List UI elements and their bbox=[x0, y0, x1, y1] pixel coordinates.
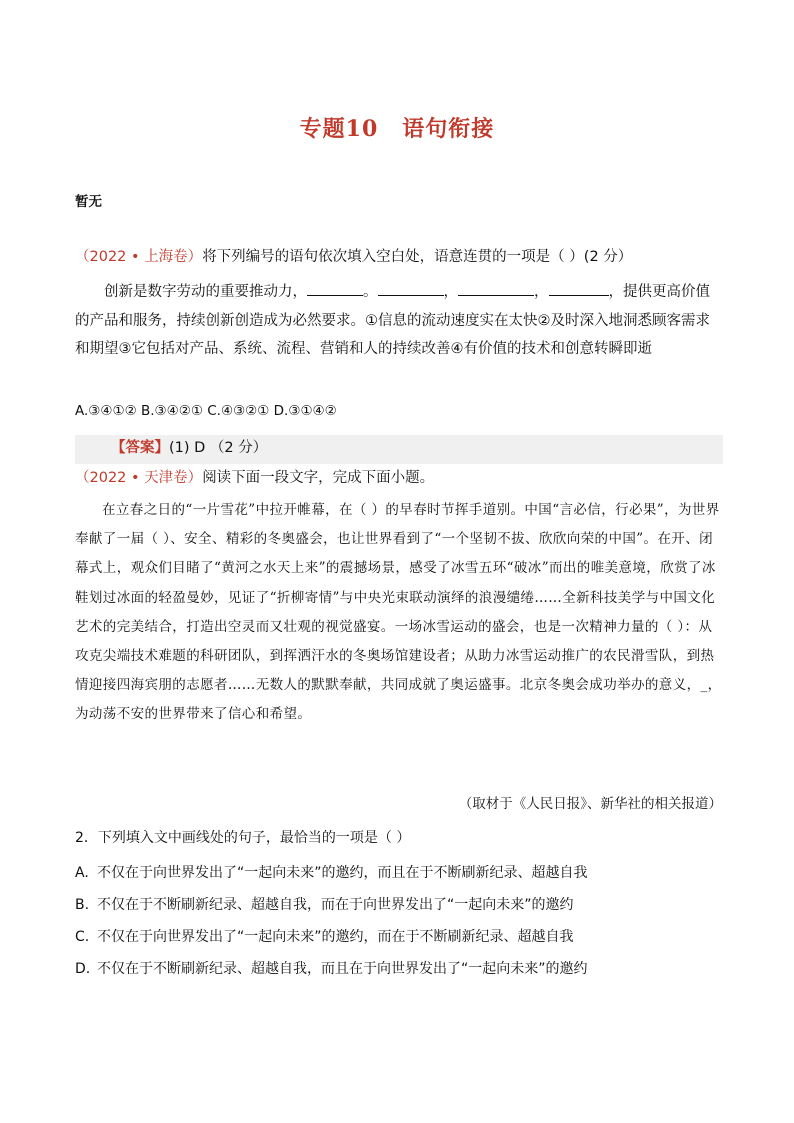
option-a-text: 不仅在于向世界发出了“一起向未来”的邀约，而且在于不断刷新纪录、超越自我 bbox=[97, 865, 588, 881]
question-1-body-sep-1: ， bbox=[443, 284, 458, 300]
question-1-header bbox=[75, 245, 632, 266]
question-2-subquestion: 2．下列填入文中画线处的句子，最恰当的一项是（ ） bbox=[75, 830, 411, 846]
answer-tag: 【答案】 bbox=[111, 440, 169, 456]
question-2-prompt: 阅读下面一段文字，完成下面小题。 bbox=[202, 470, 435, 486]
question-1-body-mid: 。 bbox=[363, 284, 378, 300]
answer-line bbox=[111, 436, 267, 457]
fill-blank-3 bbox=[458, 280, 534, 296]
passage-credit: （取材于《人民日报》、新华社的相关报道） bbox=[458, 796, 722, 812]
question-1-body-sep-2: ， bbox=[534, 284, 549, 300]
option-a-letter: A. bbox=[75, 865, 89, 881]
option-d[interactable] bbox=[75, 958, 588, 978]
question-1-source: （2022 • 上海卷） bbox=[75, 249, 203, 265]
fill-blank-2 bbox=[378, 280, 444, 296]
option-b-text: 不仅在于不断刷新纪录、超越自我，而在于向世界发出了“一起向未来”的邀约 bbox=[97, 897, 574, 913]
option-c-letter: C. bbox=[75, 929, 90, 945]
option-c-text: 不仅在于向世界发出了“一起向未来”的邀约，而在于不断刷新纪录、超越自我 bbox=[97, 929, 574, 945]
question-1-options: A.③④①② B.③④②① C.④③②① D.③①④② bbox=[75, 403, 337, 419]
fill-blank-4 bbox=[549, 280, 609, 296]
option-b-letter: B. bbox=[75, 897, 90, 913]
title-topic-number: 专题10 bbox=[299, 116, 379, 142]
question-1-prompt: 将下列编号的语句依次填入空白处，语意连贯的一项是（ ）(2 分） bbox=[202, 249, 633, 265]
option-d-letter: D. bbox=[75, 961, 91, 977]
answer-value: (1) D （2 分） bbox=[169, 440, 268, 456]
option-c[interactable] bbox=[75, 926, 574, 946]
question-2-header bbox=[75, 466, 434, 487]
question-1-body-rest: ，提供更高价值的产品和服务，持续创新创造成为必然要求。①信息的流动速度实在太快②及时深入地洞悉顾客需求和期望③它包括对产品、系统、流程、营销和人的持续改善④有价值的技术和创意转瞬即逝 bbox=[75, 284, 710, 358]
reading-passage: 在立春之日的“一片雪花”中拉开帷幕，在（ ）的早春时节挥手道别。中国“言必信，行必果”，为世界奉献了一届（ ）、安全、精彩的冬奥盛会，也让世界看到了“一个坚韧不拔、欣欣向荣的中国”。在开、闭幕式上，观众们目睹了“黄河之水天上来”的震撼场景，感受了冰雪五环“破冰”而出的唯美意境，欣赏了冰鞋划过冰面的轻盈曼妙，见证了“折柳寄情”与中央光束联动演绎的浪漫缱绻……全新科技美学与中国文化艺术的完美结合，打造出空灵而又壮观的视觉盛宴。一场冰雪运动的盛会，也是一次精神力量的（ ）：从攻克尖端技术难题的科研团队，到挥洒汗水的冬奥场馆建设者；从助力冰雪运动推广的农民滑雪队，到热情迎接四海宾朋的志愿者……无数人的默默奉献，共同成就了奥运盛事。北京冬奥会成功举办的意义，_，为动荡不安的世界带来了信心和希望。 bbox=[75, 502, 722, 723]
option-b[interactable] bbox=[75, 894, 574, 914]
option-a[interactable] bbox=[75, 862, 588, 882]
option-d-text: 不仅在于不断刷新纪录、超越自我，而且在于向世界发出了“一起向未来”的邀约 bbox=[97, 961, 588, 977]
fill-blank-1 bbox=[307, 280, 363, 296]
page-title bbox=[0, 112, 794, 143]
question-1-body bbox=[75, 278, 723, 364]
question-1-body-start: 创新是数字劳动的重要推动力， bbox=[104, 284, 307, 300]
placeholder-note: 暂无 bbox=[75, 194, 102, 210]
title-topic-name: 语句衔接 bbox=[402, 116, 495, 142]
question-2-source: （2022 • 天津卷） bbox=[75, 470, 203, 486]
